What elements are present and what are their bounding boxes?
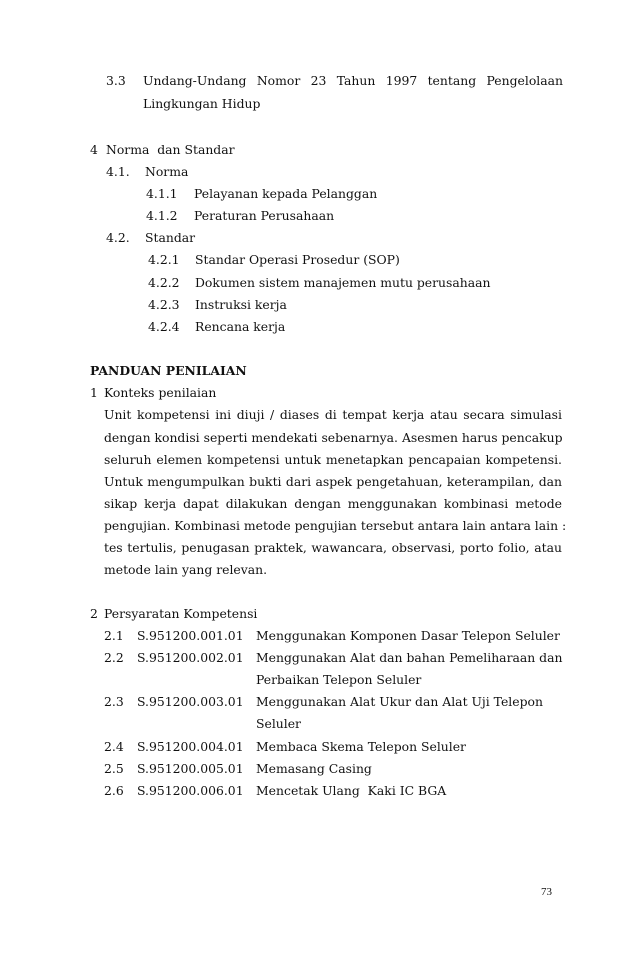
konteks-title: Konteks penilaian [104,385,217,400]
standar-item-text: Instruksi kerja [195,297,287,312]
norma-item-number: 4.1.1 [146,186,178,201]
persyaratan-row-text: Menggunakan Komponen Dasar Telepon Seluler [256,628,560,643]
standar-item-number: 4.2.2 [148,275,180,290]
standar-item-number: 4.2.3 [148,297,180,312]
persyaratan-row-text: Menggunakan Alat Ukur dan Alat Uji Telepon [256,694,543,709]
persyaratan-row-number: 2.1 [104,628,124,643]
persyaratan-row-text: Memasang Casing [256,761,372,776]
konteks-paragraph-line: metode lain yang relevan. [104,562,268,577]
persyaratan-title: Persyaratan Kompetensi [104,606,258,621]
section-3-3-number: 3.3 [106,73,126,88]
persyaratan-row-code: S.951200.003.01 [137,694,244,709]
persyaratan-row-number: 2.5 [104,761,124,776]
persyaratan-row-text: Mencetak Ulang Kaki IC BGA [256,783,447,798]
standar-item-text: Standar Operasi Prosedur (SOP) [195,252,400,267]
konteks-paragraph-line: seluruh elemen kompetensi untuk menetapkan pencapaian kompetensi. [104,452,562,467]
norma-number: 4.1. [106,164,130,179]
persyaratan-row-code: S.951200.002.01 [137,650,244,665]
persyaratan-row-text-cont: Perbaikan Telepon Seluler [256,672,422,687]
norma-item-text: Peraturan Perusahaan [194,208,335,223]
norma-item-text: Pelayanan kepada Pelanggan [194,186,378,201]
standar-number: 4.2. [106,230,130,245]
section-3-3-line1: Undang-Undang Nomor 23 Tahun 1997 tentang Pengelolaan [143,73,563,88]
persyaratan-number: 2 [90,606,98,621]
standar-item-number: 4.2.4 [148,319,180,334]
standar-item-number: 4.2.1 [148,252,180,267]
konteks-paragraph-line: sikap kerja dapat dilakukan dengan menggunakan kombinasi metode [104,496,562,511]
persyaratan-row-text-cont: Seluler [256,716,301,731]
norma-item-number: 4.1.2 [146,208,178,223]
persyaratan-row-code: S.951200.004.01 [137,739,244,754]
konteks-paragraph-line: pengujian. Kombinasi metode pengujian tersebut antara lain antara lain : [104,518,567,533]
persyaratan-row-code: S.951200.005.01 [137,761,244,776]
persyaratan-row-number: 2.6 [104,783,124,798]
persyaratan-row-number: 2.4 [104,739,124,754]
persyaratan-row-code: S.951200.006.01 [137,783,244,798]
persyaratan-row-text: Menggunakan Alat dan bahan Pemeliharaan dan [256,650,563,665]
norma-label: Norma [145,164,189,179]
section-4-number: 4 [90,142,98,157]
persyaratan-row-number: 2.2 [104,650,124,665]
standar-label: Standar [145,230,196,245]
section-3-3-line2: Lingkungan Hidup [143,96,261,111]
konteks-paragraph-line: Unit kompetensi ini diuji / diases di tempat kerja atau secara simulasi [104,407,562,422]
standar-item-text: Rencana kerja [195,319,286,334]
page-number: 73 [541,886,552,898]
konteks-paragraph-line: dengan kondisi seperti mendekati sebenarnya. Asesmen harus pencakup [104,430,563,445]
standar-item-text: Dokumen sistem manajemen mutu perusahaan [195,275,491,290]
persyaratan-row-text: Membaca Skema Telepon Seluler [256,739,466,754]
section-4-title: Norma dan Standar [106,142,235,157]
konteks-number: 1 [90,385,98,400]
persyaratan-row-number: 2.3 [104,694,124,709]
panduan-heading: PANDUAN PENILAIAN [90,363,247,378]
konteks-paragraph-line: Untuk mengumpulkan bukti dari aspek pengetahuan, keterampilan, dan [104,474,562,489]
persyaratan-row-code: S.951200.001.01 [137,628,244,643]
konteks-paragraph-line: tes tertulis, penugasan praktek, wawancara, observasi, porto folio, atau [104,540,562,555]
